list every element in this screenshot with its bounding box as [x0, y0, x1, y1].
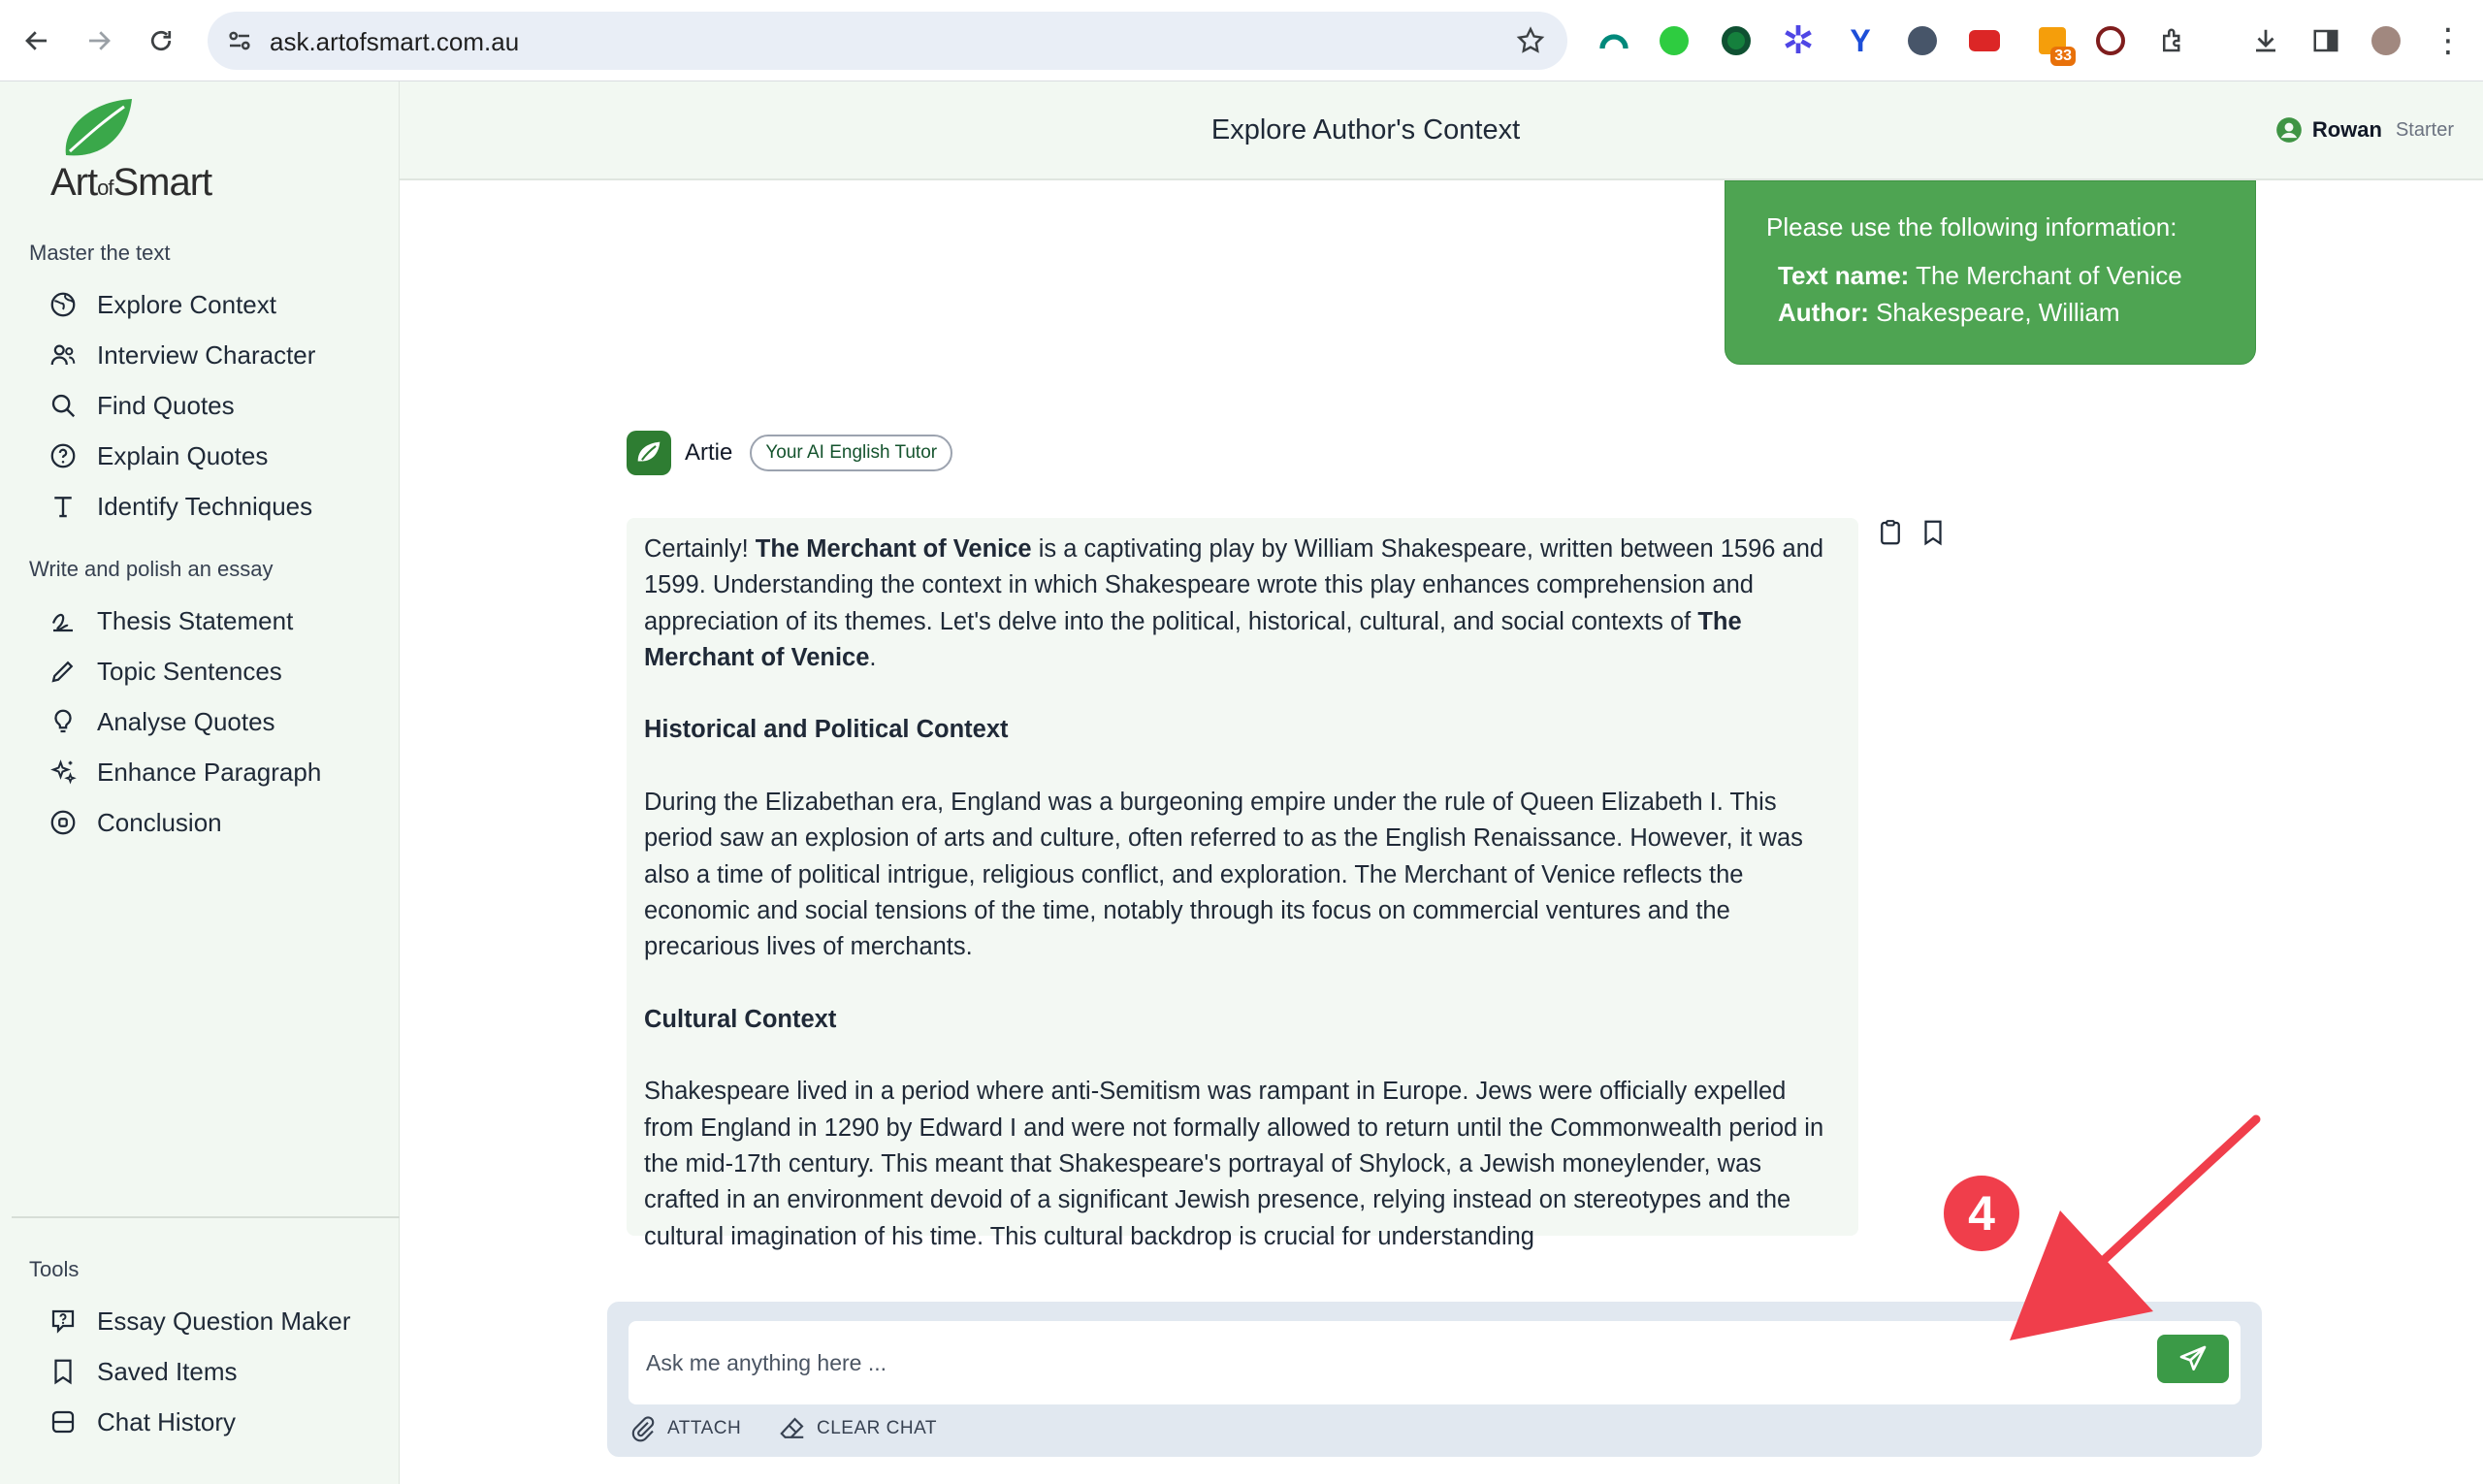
sidebar-item-label: Thesis Statement — [97, 605, 294, 635]
sidebar-divider — [12, 1216, 400, 1218]
message-actions — [1876, 518, 1948, 547]
sidebar-item-topic-sentences[interactable] — [47, 650, 282, 693]
logo-wordmark: ArtofSmart — [50, 161, 212, 204]
chat-input[interactable] — [629, 1321, 2142, 1404]
sidebar-item-essay-question-maker[interactable] — [47, 1300, 351, 1342]
sidebar-item-label: Enhance Paragraph — [97, 757, 322, 787]
assistant-tag: Your AI English Tutor — [750, 435, 952, 471]
forward-button[interactable] — [76, 17, 122, 64]
sidebar-item-label: Chat History — [97, 1406, 237, 1436]
sidebar-item-label: Interview Character — [97, 339, 316, 370]
browser-menu-icon[interactable]: ⋮ — [2432, 22, 2465, 59]
artie-avatar-icon — [627, 431, 671, 475]
leaf-logo-icon — [56, 95, 136, 165]
clear-chat-button[interactable] — [778, 1414, 937, 1443]
extension-bolt-icon[interactable] — [1905, 23, 1940, 58]
sidebar-item-find-quotes[interactable] — [47, 384, 235, 427]
user-message-text-name: Text name: The Merchant of Venice — [1778, 261, 2182, 290]
signature-icon — [47, 604, 80, 637]
extension-vpn-icon[interactable] — [1596, 23, 1631, 58]
users-icon — [47, 339, 80, 371]
sidebar-item-label: Analyse Quotes — [97, 706, 275, 736]
sidebar-item-conclusion[interactable] — [47, 801, 222, 844]
sidebar-item-chat-history[interactable] — [47, 1401, 236, 1443]
assistant-paragraph: Shakespeare lived in a period where anti-Semitism was rampant in Europe. Jews were officially expelled from England in 1290 by Edward I and were not formally allowed to return until the Commonwealth period in the mid-17th century. This meant that Shakespeare's portrayal of Shylock, a Jewish moneylender, was crafted in an environment devoid of a significant Jewish presence, relying instead on stereotypes and the cultural imagination of his time. This cultural backdrop is crucial for understanding — [644, 1078, 1824, 1250]
assistant-name: Artie — [685, 439, 733, 466]
assistant-heading: Cultural Context — [644, 1005, 837, 1033]
user-message-intro: Please use the following information: — [1766, 212, 2177, 242]
sidebar-item-label: Find Quotes — [97, 390, 235, 420]
site-settings-icon[interactable] — [225, 26, 254, 55]
assistant-paragraph: Certainly! The Merchant of Venice is a captivating play by William Shakespeare, written between 1596 and 1599. Understanding the context in which Shakespeare wrote this play enhances comprehension and appreciation of its themes. Let's delve into the political, historical, cultural, and social contexts of The Merchant of Venice. — [644, 535, 1824, 671]
arrow-right-icon — [84, 26, 113, 55]
assistant-header — [627, 431, 952, 475]
globe-icon — [47, 288, 80, 321]
assistant-paragraph: During the Elizabethan era, England was a burgeoning empire under the rule of Queen Elizabeth I. This period saw an explosion of arts and culture, often referred to as the English Renaissance. However, it was also a time of political intrigue, religious conflict, and exploration. The Merchant of Venice reflects the economic and social tensions of the time, notably through its focus on commercial ventures and the precarious lives of merchants. — [644, 789, 1803, 961]
section-title-tools: Tools — [29, 1257, 80, 1281]
sidebar-item-saved-items[interactable] — [47, 1350, 238, 1393]
extension-thumb-icon[interactable] — [1657, 23, 1692, 58]
back-button[interactable] — [14, 17, 60, 64]
attach-label: ATTACH — [667, 1418, 742, 1438]
clear-chat-label: CLEAR CHAT — [817, 1418, 937, 1438]
user-circle-icon — [2275, 116, 2303, 144]
paperclip-icon — [629, 1414, 658, 1443]
sidebar-item-label: Topic Sentences — [97, 656, 282, 686]
search-icon — [47, 389, 80, 422]
sidebar-item-label: Explore Context — [97, 289, 276, 319]
message-question-icon — [47, 1305, 80, 1338]
extension-record-icon[interactable] — [2093, 23, 2128, 58]
attach-button[interactable] — [629, 1414, 741, 1443]
url-text[interactable]: ask.artofsmart.com.au — [270, 27, 520, 56]
sidebar-item-interview-character[interactable] — [47, 334, 315, 376]
assistant-message — [627, 518, 1858, 1250]
sidebar-item-label: Saved Items — [97, 1356, 238, 1386]
clipboard-icon[interactable] — [1876, 518, 1905, 547]
sidebar-item-explain-quotes[interactable] — [47, 435, 268, 477]
pencil-icon — [47, 655, 80, 688]
sidebar-item-label: Identify Techniques — [97, 491, 313, 521]
download-icon[interactable] — [2248, 23, 2283, 58]
extension-counter-icon[interactable] — [2035, 23, 2072, 64]
reload-button[interactable] — [138, 17, 184, 64]
step-number-badge: 4 — [1944, 1176, 2019, 1251]
user-message-bubble — [1725, 180, 2256, 365]
sparkles-icon — [47, 756, 80, 789]
reload-icon — [146, 26, 176, 55]
assistant-heading: Historical and Political Context — [644, 716, 1009, 744]
page-title: Explore Author's Context — [1210, 114, 1521, 145]
bookmark-star-icon[interactable] — [1515, 25, 1546, 56]
extension-grammarly-icon[interactable] — [1719, 23, 1754, 58]
sidebar-item-explore-context[interactable] — [47, 283, 276, 326]
plan-badge: Starter — [2395, 118, 2454, 141]
eraser-icon — [778, 1414, 807, 1443]
lightbulb-icon — [47, 705, 80, 738]
sidebar-item-label: Essay Question Maker — [97, 1306, 351, 1336]
sidebar-item-thesis-statement[interactable] — [47, 599, 293, 642]
user-message-author: Author: Shakespeare, William — [1778, 298, 2120, 327]
type-icon — [47, 490, 80, 523]
bookmark-icon[interactable] — [1919, 518, 1948, 547]
extension-badge: 33 — [2050, 47, 2076, 66]
sidebar — [0, 81, 400, 1484]
extension-asterisk-icon[interactable]: ✲ — [1782, 19, 1815, 62]
browser-toolbar — [0, 0, 2483, 81]
sidebar-item-identify-techniques[interactable] — [47, 485, 312, 528]
sidebar-item-analyse-quotes[interactable] — [47, 700, 275, 743]
annotation-arrow-icon — [1998, 1106, 2270, 1348]
extension-y-icon[interactable]: Y — [1850, 22, 1871, 58]
section-title-essay: Write and polish an essay — [29, 557, 274, 581]
bookmark-icon — [47, 1355, 80, 1388]
sidebar-item-label: Conclusion — [97, 807, 222, 837]
sidebar-item-label: Explain Quotes — [97, 440, 269, 470]
profile-avatar[interactable] — [2369, 23, 2403, 58]
extension-youtube-icon[interactable] — [1967, 23, 2002, 58]
sidebar-item-enhance-paragraph[interactable] — [47, 751, 321, 793]
art-of-smart-logo[interactable] — [48, 95, 233, 202]
user-name: Rowan — [2311, 117, 2382, 142]
help-circle-icon — [47, 439, 80, 472]
stop-circle-icon — [47, 806, 80, 839]
section-title-master: Master the text — [29, 241, 171, 265]
extensions-puzzle-icon[interactable] — [2155, 23, 2190, 58]
address-bar[interactable] — [208, 12, 1567, 70]
page-header — [400, 81, 2483, 180]
side-panel-icon[interactable] — [2308, 23, 2343, 58]
database-icon — [47, 1405, 80, 1438]
user-menu[interactable] — [2275, 116, 2454, 144]
arrow-left-icon — [22, 26, 51, 55]
